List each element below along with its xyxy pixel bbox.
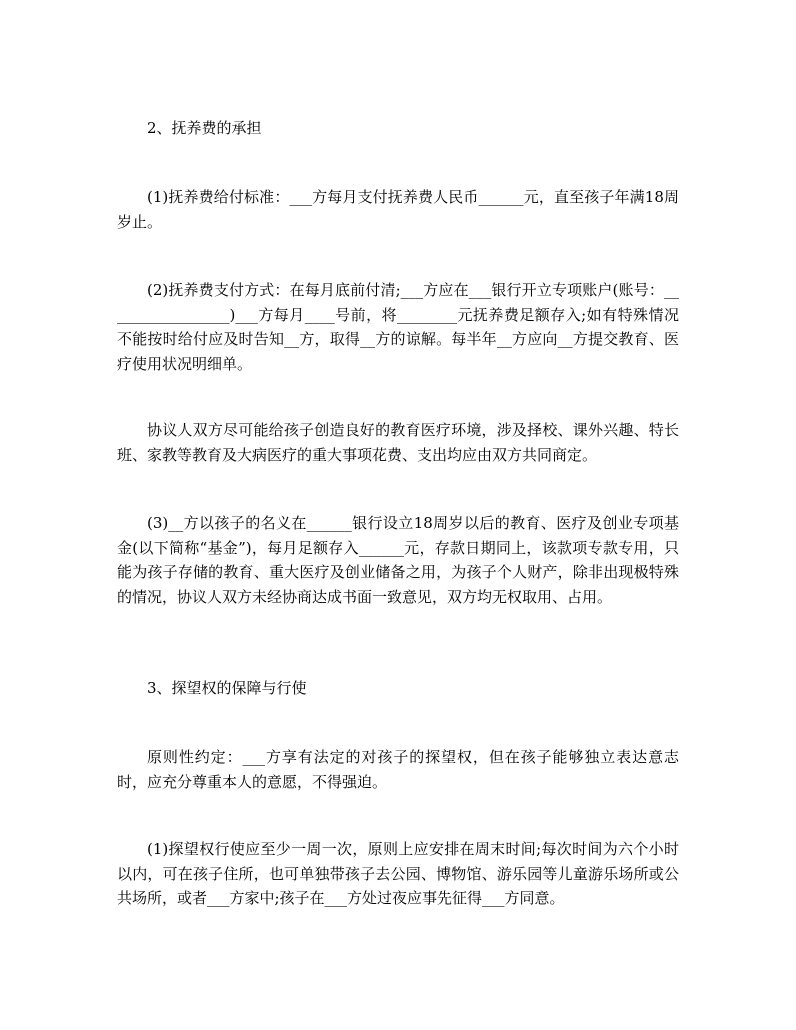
section-heading-visitation: 3、探望权的保障与行使 [147,679,307,697]
paragraph-education-medical: 协议人双方尽可能给孩子创造良好的教育医疗环境，涉及择校、课外兴趣、特长班、家教等教育及大病医疗的重大事项花费、支出均应由双方共同商定。 [117,421,679,464]
paragraph-visitation-frequency: (1)探望权行使应至少一周一次，原则上应安排在周末时间;每次时间为六个小时以内，可在孩子住所，也可单独带孩子去公园、博物馆、游乐园等儿童游乐场所或公共场所，或者___方家中;孩子在___方处过夜应事先征得___方同意。 [117,840,679,907]
paragraph-visitation-principle: 原则性约定：___方享有法定的对孩子的探望权，但在孩子能够独立表达意志时，应充分尊重本人的意愿，不得强迫。 [117,748,679,791]
paragraph-support-payment-method: (2)抚养费支付方式：在每月底前付清;___方应在___银行开立专项账户(账号：_________________)___方每月____号前，将________元抚养费足额存入;如有特殊情况不能按时给付应及时告知__方，取得__方的谅解。每半年__方应向__方提交教育、医疗使用状况明细单。 [117,281,679,373]
paragraph-support-standard: (1)抚养费给付标准：___方每月支付抚养费人民币______元，直至孩子年满18周岁止。 [117,188,679,231]
section-heading-child-support: 2、抚养费的承担 [147,119,262,137]
paragraph-education-fund: (3)__方以孩子的名义在______银行设立18周岁以后的教育、医疗及创业专项基金(以下简称“基金”)，每月足额存入______元，存款日期同上，该款项专款专用，只能为孩子存储的教育、重大医疗及创业储备之用，为孩子个人财产，除非出现极特殊的情况，协议人双方未经协商达成书面一致意见，双方均无权取用、占用。 [117,514,679,606]
